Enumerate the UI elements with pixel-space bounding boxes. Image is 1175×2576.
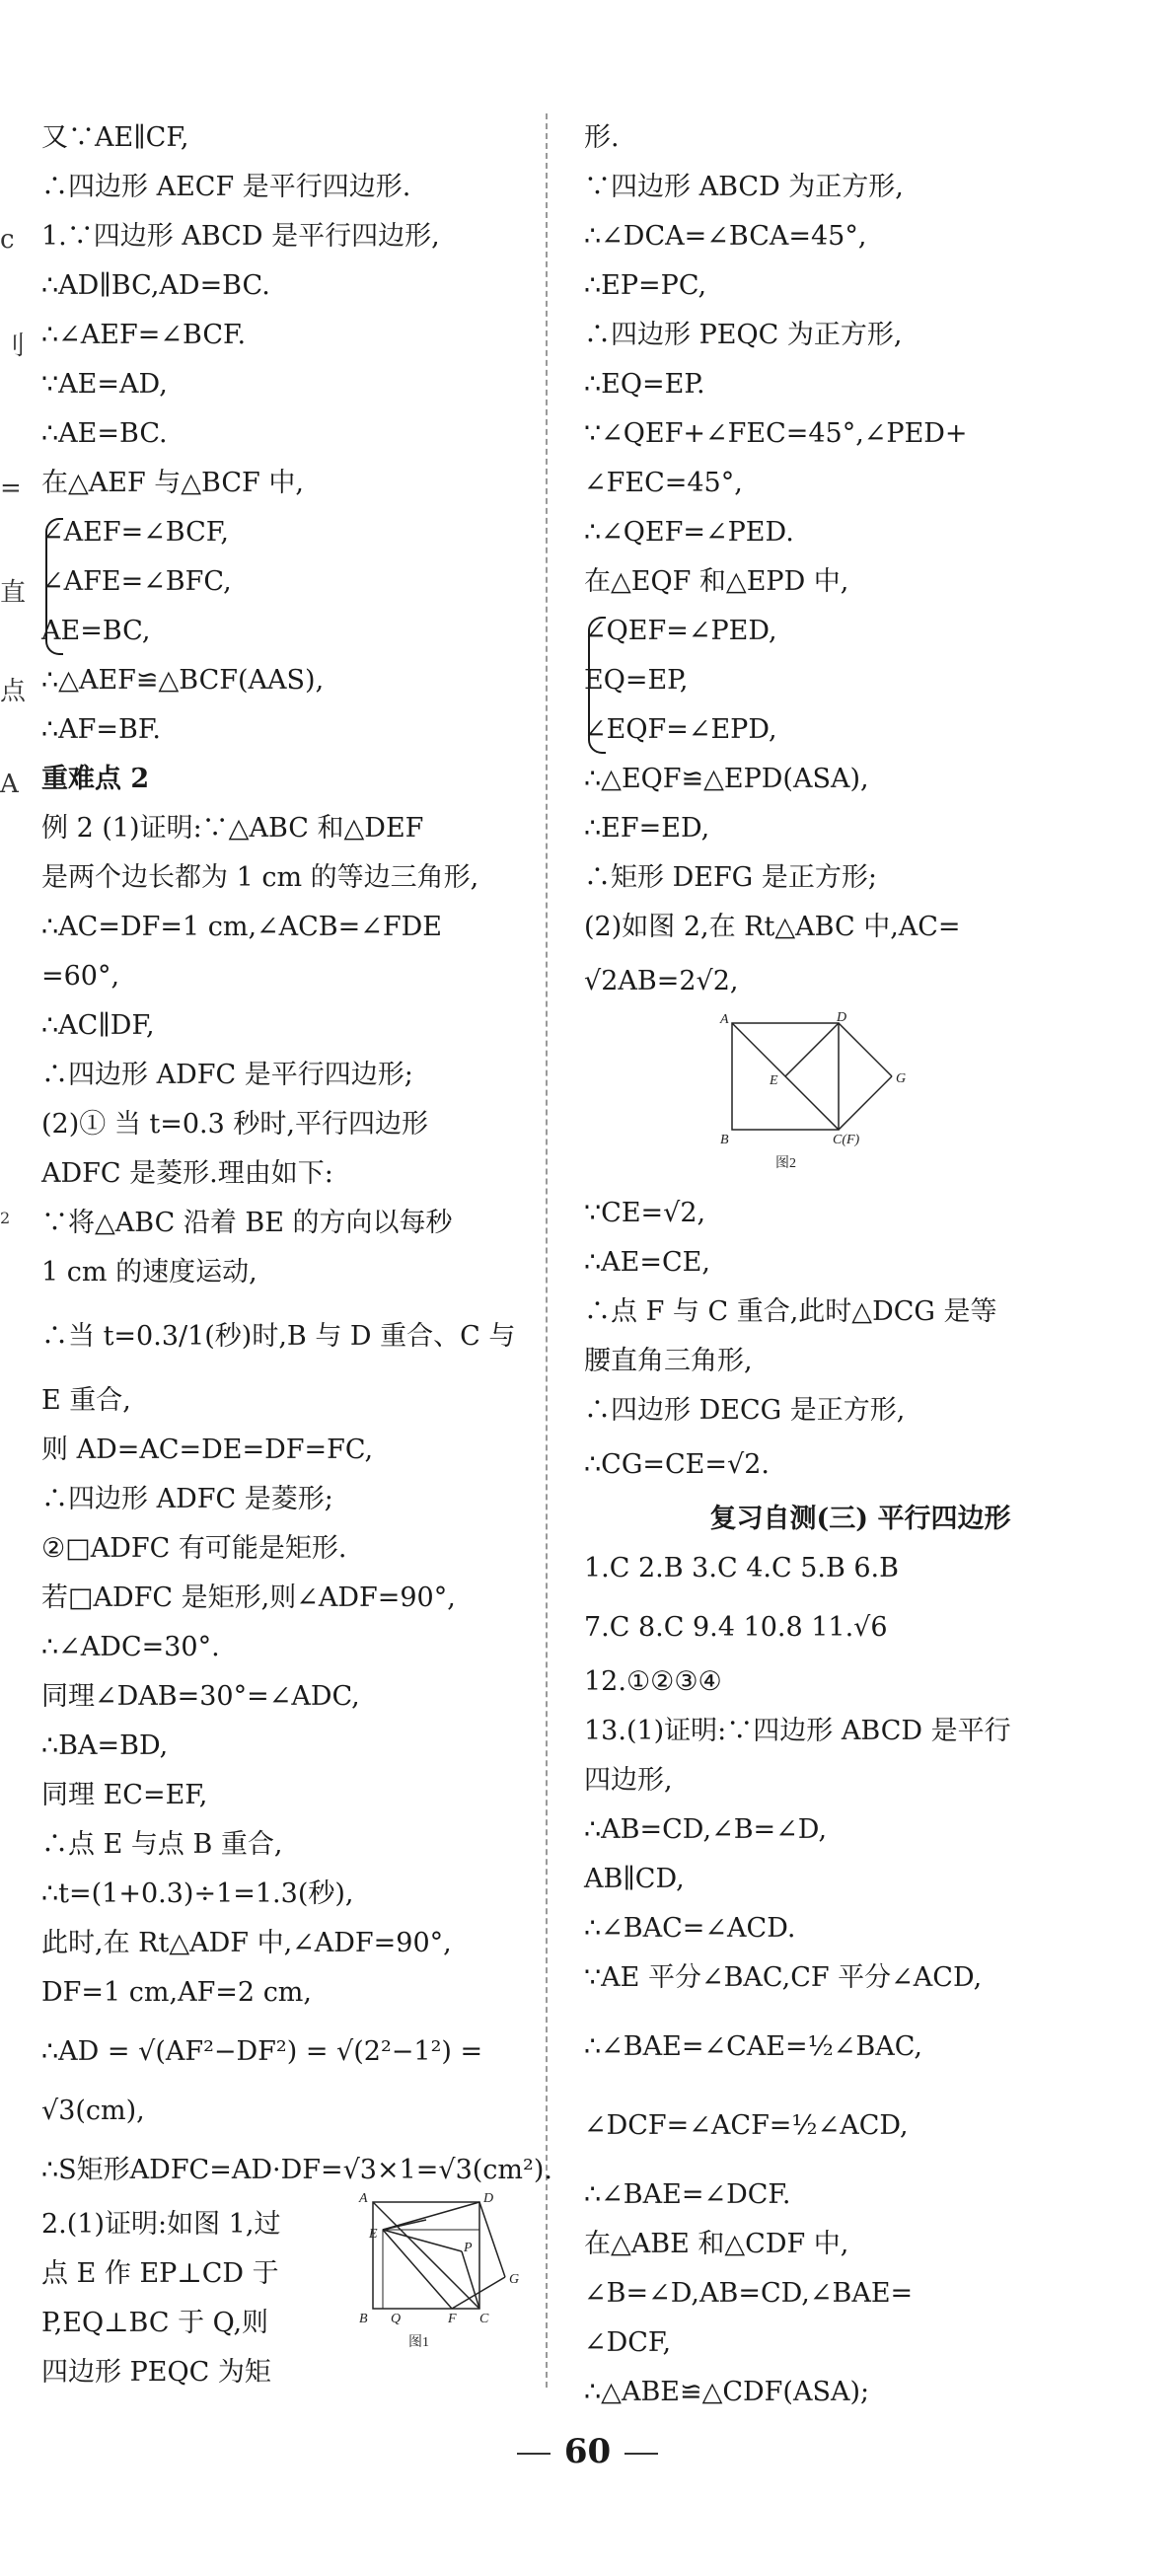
text-line: ∠AEF=∠BCF, bbox=[41, 517, 229, 548]
text-line: ∵AE 平分∠BAC,CF 平分∠ACD, bbox=[584, 1962, 983, 1993]
text-line: ∴△ABE≌△CDF(ASA); bbox=[584, 2377, 870, 2407]
fig1-label: E bbox=[369, 2227, 378, 2242]
edge-char: 刂 bbox=[0, 331, 27, 361]
edge-char: A bbox=[0, 770, 19, 799]
text-line: ∴EQ=EP. bbox=[584, 369, 705, 400]
text-line: ∠FEC=45°, bbox=[584, 468, 743, 498]
text-line: EQ=EP, bbox=[584, 665, 689, 696]
text-line: ∴∠QEF=∠PED. bbox=[584, 517, 794, 548]
text-line: ∠AFE=∠BFC, bbox=[41, 566, 232, 597]
text-line: ∵CE=√2, bbox=[584, 1198, 706, 1228]
fig1-label: A bbox=[359, 2191, 368, 2206]
fig2-label: C(F) bbox=[833, 1133, 860, 1147]
text-line: 若□ADFC 是矩形,则∠ADF=90°, bbox=[41, 1582, 456, 1613]
text-line: ∴AE=CE, bbox=[584, 1247, 710, 1278]
text-line: ∴∠DCA=∠BCA=45°, bbox=[584, 221, 867, 252]
text-line: (2)如图 2,在 Rt△ABC 中,AC= bbox=[584, 912, 961, 942]
text-line: ∵AE=AD, bbox=[41, 369, 168, 400]
text-line: ∴BA=BD, bbox=[41, 1730, 169, 1761]
text-line: ∴四边形 ADFC 是平行四边形; bbox=[41, 1060, 413, 1090]
text-line: ∴AC∥DF, bbox=[41, 1010, 155, 1041]
text-line: ∴AD∥BC,AD=BC. bbox=[41, 270, 270, 301]
text-line: 四边形, bbox=[584, 1765, 673, 1796]
answer-line: 12.①②③④ bbox=[584, 1666, 722, 1697]
figure-1 bbox=[357, 2190, 535, 2353]
text-line: 此时,在 Rt△ADF 中,∠ADF=90°, bbox=[41, 1928, 452, 1958]
fig2-label: D bbox=[837, 1011, 847, 1025]
text-line: ∴CG=CE=√2. bbox=[584, 1449, 770, 1480]
text-line: ∴矩形 DEFG 是正方形; bbox=[584, 862, 877, 893]
fig1-label: D bbox=[483, 2191, 494, 2206]
text-line: √2AB=2√2, bbox=[584, 966, 739, 996]
text-line: ∴AC=DF=1 cm,∠ACB=∠FDE bbox=[41, 912, 442, 942]
text-line: (2)① 当 t=0.3 秒时,平行四边形 bbox=[41, 1109, 428, 1140]
edge-char: c bbox=[0, 225, 15, 255]
edge-char: 点 bbox=[0, 677, 27, 706]
text-line: ∴点 E 与点 B 重合, bbox=[41, 1829, 283, 1860]
edge-char: 直 bbox=[0, 578, 27, 608]
text-line: ∴∠BAE=∠CAE=½∠BAC, bbox=[584, 2031, 922, 2062]
text-line: ∴∠BAC=∠ACD. bbox=[584, 1913, 796, 1944]
text-line: 在△EQF 和△EPD 中, bbox=[584, 566, 849, 597]
edge-char: 2 bbox=[0, 1209, 11, 1227]
fig1-label: G bbox=[509, 2272, 520, 2287]
fig1-caption: 图1 bbox=[408, 2335, 429, 2350]
text-line: ∴AE=BC. bbox=[41, 418, 168, 449]
text-line: √3(cm), bbox=[41, 2096, 145, 2126]
text-line: ∴四边形 DECG 是正方形, bbox=[584, 1395, 906, 1426]
figure-2 bbox=[712, 1011, 910, 1174]
text-line: ∴△EQF≌△EPD(ASA), bbox=[584, 764, 869, 794]
text-line: 形. bbox=[584, 122, 620, 153]
text-line: 同理∠DAB=30°=∠ADC, bbox=[41, 1681, 360, 1712]
left-margin-cutoff bbox=[0, 0, 27, 2576]
text-line: ∠DCF=∠ACF=½∠ACD, bbox=[584, 2110, 909, 2141]
text-line: ∴∠BAE=∠DCF. bbox=[584, 2179, 791, 2210]
text-line: ∴EP=PC, bbox=[584, 270, 707, 301]
text-line: ∵四边形 ABCD 为正方形, bbox=[584, 172, 904, 202]
text-line: ∴AB=CD,∠B=∠D, bbox=[584, 1814, 828, 1845]
text-line: ∴四边形 AECF 是平行四边形. bbox=[41, 172, 411, 202]
text-line: ②□ADFC 有可能是矩形. bbox=[41, 1533, 347, 1564]
text-line: ∴∠ADC=30°. bbox=[41, 1632, 220, 1662]
text-line: ∠DCF, bbox=[584, 2327, 672, 2358]
text-line: ADFC 是菱形.理由如下: bbox=[41, 1158, 333, 1189]
text-line: AE=BC, bbox=[41, 616, 151, 646]
section-heading: 复习自测(三) 平行四边形 bbox=[709, 1504, 1011, 1534]
fig1-label: Q bbox=[391, 2312, 402, 2326]
answer-line: 7.C 8.C 9.4 10.8 11.√6 bbox=[584, 1612, 888, 1643]
text-line: ∴AD = √(AF²−DF²) = √(2²−1²) = bbox=[41, 2036, 483, 2067]
text-line: 点 E 作 EP⊥CD 于 bbox=[41, 2258, 279, 2289]
fig1-label: B bbox=[359, 2312, 368, 2326]
text-line: ∵将△ABC 沿着 BE 的方向以每秒 bbox=[41, 1208, 453, 1238]
text-line: 例 2 (1)证明:∵△ABC 和△DEF bbox=[41, 813, 424, 844]
text-line: ∴t=(1+0.3)÷1=1.3(秒), bbox=[41, 1878, 354, 1909]
text-line: 1.∵四边形 ABCD 是平行四边形, bbox=[41, 221, 440, 252]
fig2-label: A bbox=[720, 1012, 729, 1027]
section-heading: 重难点 2 bbox=[41, 764, 150, 794]
page-number-text: 60 bbox=[563, 2432, 612, 2471]
text-line: ∴△AEF≌△BCF(AAS), bbox=[41, 665, 325, 696]
text-line: ∴四边形 PEQC 为正方形, bbox=[584, 320, 903, 350]
text-line: 则 AD=AC=DE=DF=FC, bbox=[41, 1435, 374, 1465]
text-line: AB∥CD, bbox=[584, 1864, 685, 1894]
fig1-label: P bbox=[464, 2241, 473, 2255]
page-number bbox=[0, 2432, 1175, 2471]
text-line: 13.(1)证明:∵四边形 ABCD 是平行 bbox=[584, 1716, 1011, 1746]
text-line: ∴点 F 与 C 重合,此时△DCG 是等 bbox=[584, 1296, 997, 1327]
fig1-label: C bbox=[479, 2312, 489, 2326]
text-line: 腰直角三角形, bbox=[584, 1346, 753, 1376]
column-divider bbox=[546, 113, 548, 2388]
text-line: E 重合, bbox=[41, 1385, 131, 1416]
fig2-label: E bbox=[770, 1073, 778, 1088]
text-line: 同理 EC=EF, bbox=[41, 1780, 208, 1810]
text-line: 在△AEF 与△BCF 中, bbox=[41, 468, 304, 498]
text-line: ∵∠QEF+∠FEC=45°,∠PED+ bbox=[584, 418, 968, 449]
text-line: ∴四边形 ADFC 是菱形; bbox=[41, 1484, 333, 1514]
text-line: =60°, bbox=[41, 961, 120, 992]
fig2-label: G bbox=[896, 1071, 907, 1086]
text-line: ∠EQF=∠EPD, bbox=[584, 714, 777, 745]
fig2-label: B bbox=[720, 1133, 729, 1147]
text-line: 1 cm 的速度运动, bbox=[41, 1257, 257, 1288]
text-line: ∴AF=BF. bbox=[41, 714, 161, 745]
fig1-label: F bbox=[448, 2312, 457, 2326]
text-line: 又∵AE∥CF, bbox=[41, 122, 189, 153]
text-line: 2.(1)证明:如图 1,过 bbox=[41, 2209, 281, 2240]
text-line: ∴∠AEF=∠BCF. bbox=[41, 320, 247, 350]
text-line: 四边形 PEQC 为矩 bbox=[41, 2357, 271, 2388]
text-line: P,EQ⊥BC 于 Q,则 bbox=[41, 2308, 269, 2338]
text-line: ∠B=∠D,AB=CD,∠BAE= bbox=[584, 2278, 914, 2309]
text-line: 在△ABE 和△CDF 中, bbox=[584, 2229, 849, 2259]
text-line: ∠QEF=∠PED, bbox=[584, 616, 777, 646]
answer-line: 1.C 2.B 3.C 4.C 5.B 6.B bbox=[584, 1553, 899, 1583]
text-line: ∴当 t=0.3/1(秒)时,B 与 D 重合、C 与 bbox=[41, 1321, 516, 1352]
text-line: ∴S矩形ADFC=AD·DF=√3×1=√3(cm²). bbox=[41, 2155, 552, 2185]
fig2-caption: 图2 bbox=[775, 1156, 796, 1171]
text-line: ∴EF=ED, bbox=[584, 813, 710, 844]
edge-char: = bbox=[0, 474, 22, 503]
text-line: 是两个边长都为 1 cm 的等边三角形, bbox=[41, 862, 479, 893]
text-line: DF=1 cm,AF=2 cm, bbox=[41, 1977, 312, 2008]
